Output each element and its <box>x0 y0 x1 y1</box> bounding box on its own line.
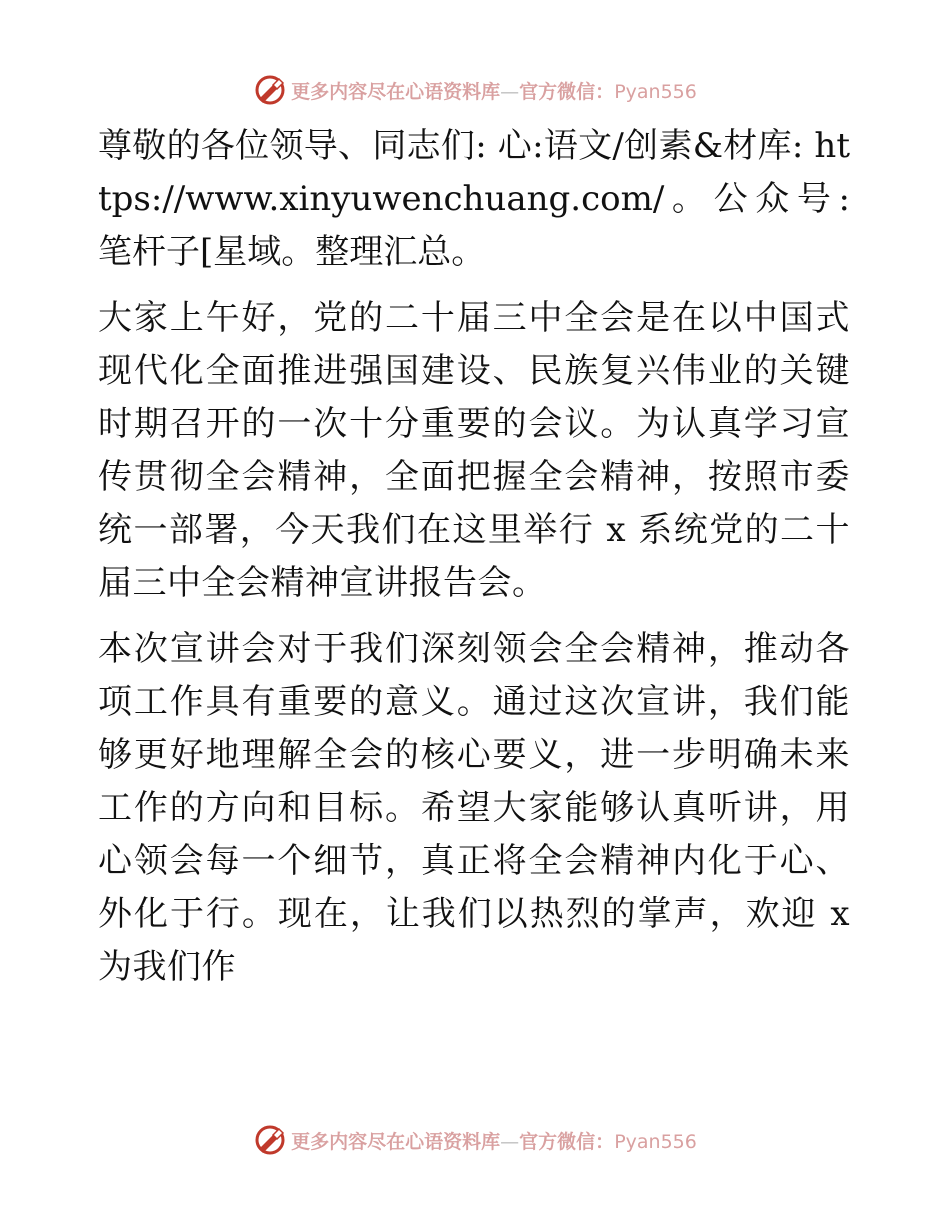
header-wechat-handle: Pyan556 <box>614 80 697 103</box>
pen-logo-icon <box>253 73 287 107</box>
paragraph-significance: 本次宣讲会对于我们深刻领会全会精神，推动各项工作具有重要的意义。通过这次宣讲，我们能够更好地理解全会的核心要义，进一步明确未来工作的方向和目标。希望大家能够认真听讲，用心领会每一个细节，真正将全会精神内化于心、外化于行。现在，让我们以热烈的掌声，欢迎 x 为我们作 <box>98 629 850 987</box>
pen-logo-icon <box>253 1123 287 1157</box>
paragraph-greeting: 尊敬的各位领导、同志们: 心:语文/创素&材库: https://www.xinyuwenchuang.com/。公众号: 笔杆子[星域。整理汇总。 <box>98 126 850 272</box>
paragraph-opening: 大家上午好，党的二十届三中全会是在以中国式现代化全面推进强国建设、民族复兴伟业的关键时期召开的一次十分重要的会议。为认真学习宣传贯彻全会精神，全面把握全会精神，按照市委统一部署，今天我们在这里举行 x 系统党的二十届三中全会精神宣讲报告会。 <box>98 298 850 603</box>
footer-wechat-label: 官方微信： <box>519 1130 615 1153</box>
header-watermark <box>0 70 950 110</box>
footer-wechat-handle: Pyan556 <box>614 1130 697 1153</box>
header-separator: — <box>500 80 520 103</box>
footer-watermark-text <box>291 1127 697 1154</box>
footer-brand-text: 更多内容尽在心语资料库 <box>291 1130 501 1153</box>
document-body <box>98 120 850 1007</box>
header-brand-text: 更多内容尽在心语资料库 <box>291 80 501 103</box>
footer-separator: — <box>500 1130 520 1153</box>
header-wechat-label: 官方微信： <box>519 80 615 103</box>
footer-watermark <box>0 1120 950 1160</box>
header-watermark-text <box>291 77 697 104</box>
